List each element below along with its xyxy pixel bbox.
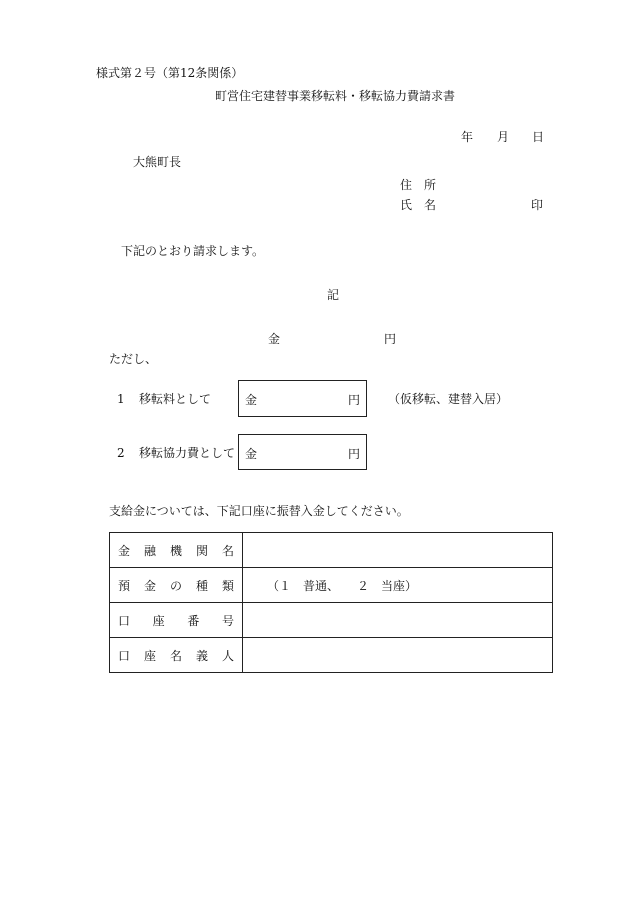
form-number: 様式第２号（第12条関係） [96, 66, 244, 80]
payment-text: 支給金については、下記口座に振替入金してください。 [109, 504, 409, 518]
account-holder-field[interactable] [243, 638, 553, 673]
ki-heading: 記 [327, 288, 340, 302]
addressee: 大熊町長 [133, 155, 182, 169]
date-month: 月 [497, 130, 510, 144]
item-1-amount-box[interactable] [238, 380, 367, 417]
table-row [110, 603, 553, 638]
address-label: 住 所 [400, 178, 437, 192]
total-kin: 金 [268, 332, 281, 346]
table-row [110, 568, 553, 603]
bank-name-field[interactable] [243, 533, 553, 568]
deposit-type-label: 預金の種類 [110, 568, 243, 603]
date-year: 年 [461, 130, 474, 144]
deposit-type-field[interactable]: （１ 普通、 ２ 当座） [243, 568, 553, 603]
item-2-amount-box[interactable] [238, 434, 367, 470]
item-1-yen: 円 [347, 393, 360, 407]
item-1-number: 1 [117, 392, 125, 406]
item-2-number: 2 [117, 446, 125, 460]
item-2-yen: 円 [347, 447, 360, 461]
seal-mark: 印 [531, 198, 544, 212]
name-label: 氏 名 [400, 198, 437, 212]
bank-account-table [109, 532, 553, 673]
date-day: 日 [532, 130, 545, 144]
account-number-label: 口座番号 [110, 603, 243, 638]
form-title: 町営住宅建替事業移転料・移転協力費請求書 [215, 89, 456, 103]
item-1-note: （仮移転、建替入居） [388, 392, 509, 406]
item-2-label: 移転協力費として [139, 446, 236, 460]
table-row [110, 533, 553, 568]
total-yen: 円 [384, 332, 397, 346]
account-holder-label: 口座名義人 [110, 638, 243, 673]
account-number-field[interactable] [243, 603, 553, 638]
item-1-label: 移転料として [139, 392, 212, 406]
request-text: 下記のとおり請求します。 [121, 244, 265, 258]
table-row [110, 638, 553, 673]
bank-name-label: 金融機関名 [110, 533, 243, 568]
item-2-kin: 金 [245, 447, 258, 461]
item-1-kin: 金 [245, 393, 258, 407]
tadashi-text: ただし、 [109, 352, 158, 366]
